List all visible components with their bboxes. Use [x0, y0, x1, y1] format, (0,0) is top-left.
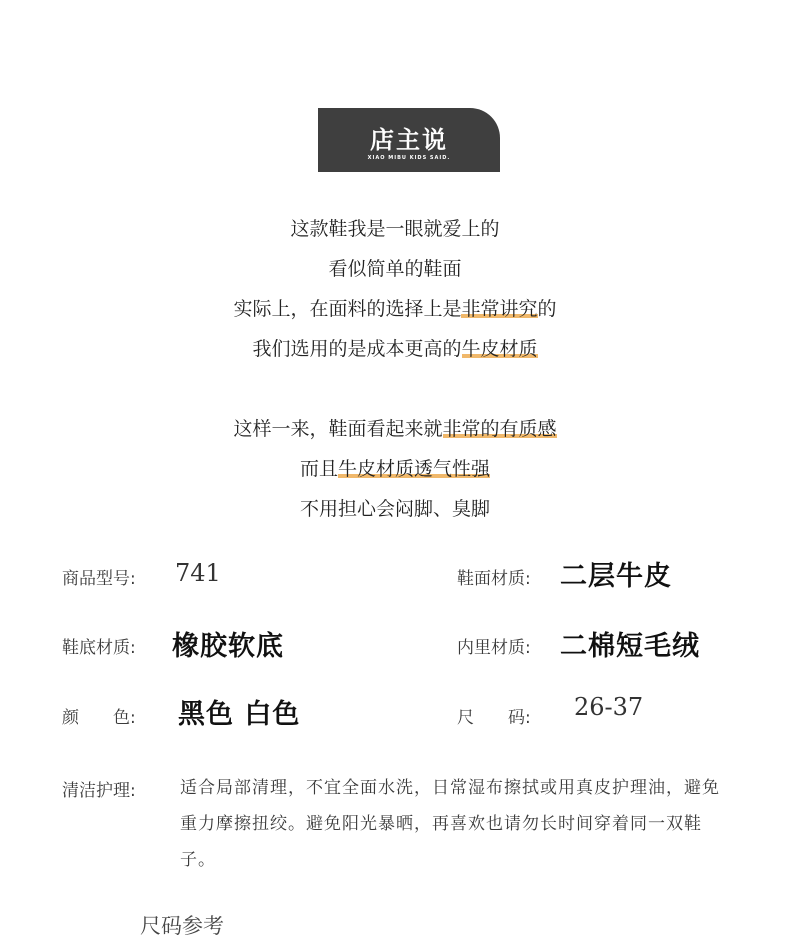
size-label: 尺 码:: [457, 708, 531, 728]
highlighted-phrase: 牛皮材质透气性强: [338, 458, 491, 480]
intro-phrase: 我们选用的是成本更高的: [252, 338, 462, 360]
highlighted-phrase: 非常的有质感: [442, 418, 557, 440]
lining-material-value: 二棉短毛绒: [560, 631, 700, 662]
size-value: 26-37: [574, 693, 644, 721]
intro-line: [0, 414, 790, 444]
sole-material-label: 鞋底材质:: [62, 638, 136, 658]
lining-material-label: 内里材质:: [457, 638, 531, 658]
intro-line: [0, 214, 790, 244]
shop-owner-says-badge: [318, 108, 500, 172]
highlighted-phrase: 非常讲究: [461, 298, 538, 320]
badge-title: 店主说: [370, 126, 448, 154]
care-label: 清洁护理:: [62, 781, 136, 801]
intro-phrase: 而且: [299, 458, 338, 480]
badge-subtitle: XIAO MIBU KIDS SAID.: [367, 155, 451, 161]
intro-line: [0, 294, 790, 324]
sole-material-value: 橡胶软底: [172, 631, 284, 662]
care-text: 适合局部清理，不宜全面水洗，日常湿布擦拭或用真皮护理油，避免重力摩擦扭绞。避免阳光暴晒，再喜欢也请勿长时间穿着同一双鞋子。: [180, 778, 720, 870]
intro-line: [0, 454, 790, 484]
intro-phrase: 实际上，在面料的选择上是: [233, 298, 462, 320]
model-label: 商品型号:: [62, 569, 136, 589]
upper-material-label: 鞋面材质:: [457, 569, 531, 589]
intro-phrase: 看似简单的鞋面: [328, 258, 462, 280]
intro-line: [0, 254, 790, 284]
upper-material-value: 二层牛皮: [560, 561, 672, 592]
size-reference-heading: 尺码参考: [140, 914, 224, 938]
color-label: 颜 色:: [62, 708, 136, 728]
intro-phrase: 的: [537, 298, 557, 320]
highlighted-phrase: 牛皮材质: [461, 338, 538, 360]
color-value: 黑色 白色: [178, 699, 301, 730]
intro-line: [0, 494, 790, 524]
intro-phrase: 这款鞋我是一眼就爱上的: [290, 218, 500, 240]
intro-phrase: 不用担心会闷脚、臭脚: [299, 498, 490, 520]
intro-phrase: 这样一来，鞋面看起来就: [233, 418, 443, 440]
model-value: 741: [175, 559, 221, 587]
intro-line: [0, 334, 790, 364]
